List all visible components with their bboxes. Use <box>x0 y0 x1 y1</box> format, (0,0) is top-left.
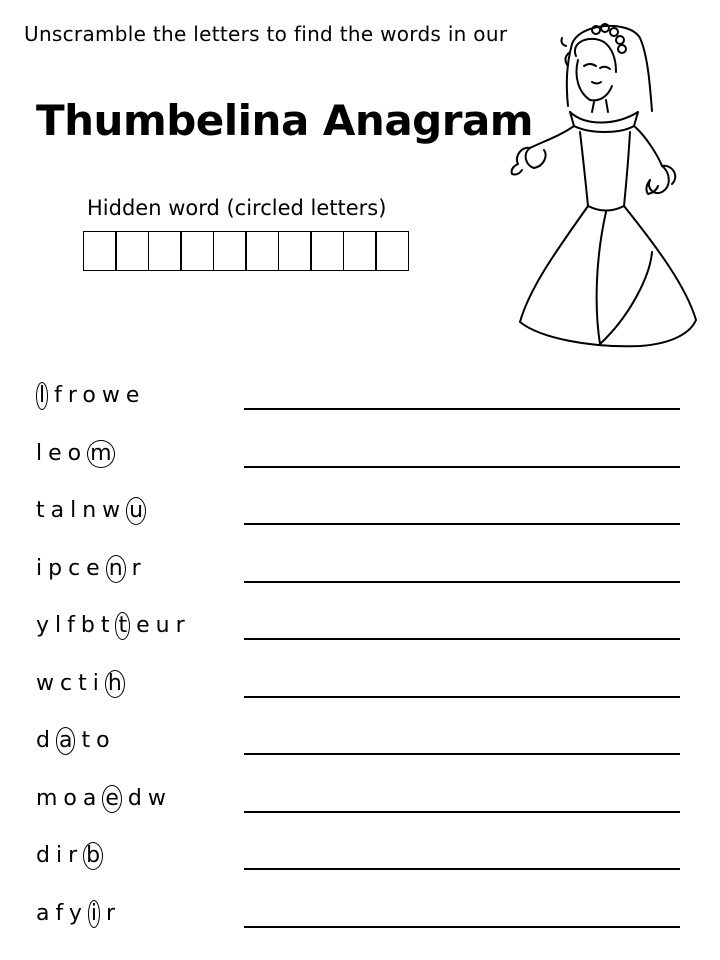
scrambled-letters-after: r <box>105 900 122 926</box>
answer-line[interactable] <box>244 638 680 640</box>
anagram-row <box>36 440 686 480</box>
scrambled-word <box>36 497 152 525</box>
scrambled-word <box>36 785 172 813</box>
anagram-row <box>36 785 686 825</box>
hidden-letter-box[interactable] <box>148 231 182 271</box>
circled-letter: m <box>87 440 114 468</box>
scrambled-word <box>36 612 191 640</box>
scrambled-letters-after: eur <box>136 613 191 638</box>
answer-line[interactable] <box>244 811 680 813</box>
answer-line[interactable] <box>244 868 680 870</box>
anagram-row <box>36 497 686 537</box>
circled-letter: l <box>36 382 48 410</box>
hidden-letter-box[interactable] <box>245 231 279 271</box>
scrambled-word <box>36 440 121 468</box>
princess-illustration <box>500 16 710 358</box>
instructions-text: Unscramble the letters to find the words in our <box>24 22 508 46</box>
circled-letter: i <box>88 900 100 928</box>
anagram-row <box>36 900 686 940</box>
hidden-letter-box[interactable] <box>310 231 344 271</box>
scrambled-letters-after: frowe <box>54 383 146 408</box>
anagram-row <box>36 727 686 767</box>
hidden-letter-box[interactable] <box>213 231 247 271</box>
answer-line[interactable] <box>244 926 680 928</box>
hidden-letter-box[interactable] <box>343 231 377 271</box>
anagram-row <box>36 382 686 422</box>
hidden-letter-box[interactable] <box>278 231 312 271</box>
answer-line[interactable] <box>244 753 680 755</box>
scrambled-letters-before: wcti <box>36 670 105 696</box>
hidden-letter-box[interactable] <box>180 231 214 271</box>
scrambled-letters-before: ipce <box>36 555 106 581</box>
hidden-letter-box[interactable] <box>115 231 149 271</box>
answer-line[interactable] <box>244 466 680 468</box>
hidden-word-boxes <box>84 231 409 271</box>
hidden-letter-box[interactable] <box>83 231 117 271</box>
answer-line[interactable] <box>244 408 680 410</box>
scrambled-letters-before: talnw <box>36 498 127 523</box>
scrambled-letters-after: to <box>81 728 116 753</box>
circled-letter: h <box>105 670 125 698</box>
circled-letter: b <box>83 842 103 870</box>
scrambled-letters-after: dw <box>127 785 172 811</box>
circled-letter: t <box>115 612 130 640</box>
scrambled-letters-before: ylfbt <box>36 613 116 638</box>
hidden-letter-box[interactable] <box>375 231 409 271</box>
scrambled-letters-before: d <box>36 728 56 753</box>
scrambled-word <box>36 670 131 698</box>
anagram-row <box>36 555 686 595</box>
anagram-row <box>36 842 686 882</box>
scrambled-letters-before: afy <box>36 900 88 926</box>
answer-line[interactable] <box>244 581 680 583</box>
scrambled-letters-before: moa <box>36 785 103 811</box>
answer-line[interactable] <box>244 523 680 525</box>
answer-line[interactable] <box>244 696 680 698</box>
anagram-row <box>36 670 686 710</box>
circled-letter: a <box>56 727 75 755</box>
circled-letter: e <box>102 785 122 813</box>
scrambled-letters-before: leo <box>36 440 88 466</box>
hidden-word-label: Hidden word (circled letters) <box>87 196 387 220</box>
scrambled-letters-after: r <box>131 555 147 581</box>
scrambled-letters-before: dir <box>36 843 84 868</box>
scrambled-word <box>36 727 116 755</box>
scrambled-word <box>36 900 121 928</box>
circled-letter: n <box>106 555 126 583</box>
scrambled-word <box>36 555 147 583</box>
anagram-row <box>36 612 686 652</box>
scrambled-word <box>36 842 109 870</box>
circled-letter: u <box>126 497 146 525</box>
scrambled-word <box>36 382 145 410</box>
worksheet-title: Thumbelina Anagram <box>36 96 534 145</box>
